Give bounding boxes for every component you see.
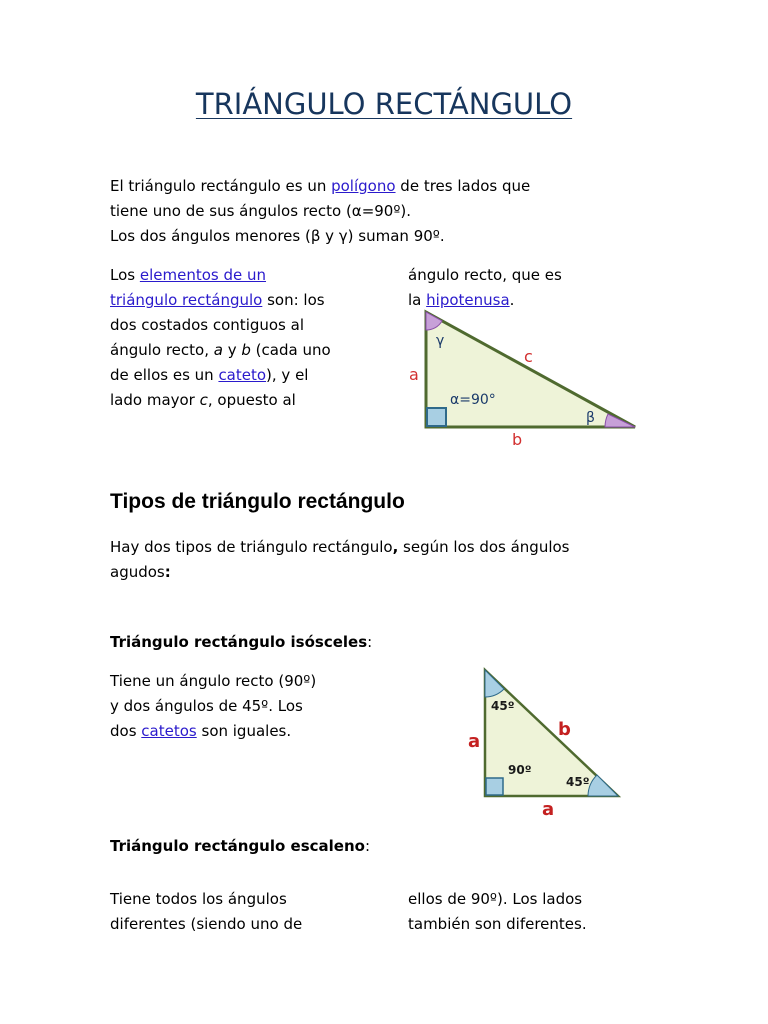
beta-angle-mark [605,414,635,427]
types-line-2: agudos: [110,563,171,581]
elements-line-5: de ellos es un cateto), y el [110,366,309,384]
isosceles-heading: Triángulo rectángulo isósceles: [110,633,373,651]
elements-line-3: dos costados contiguos al [110,316,305,334]
right-triangle-diagram [400,308,645,453]
bottom-angle-label: 45º [566,775,590,789]
side-c-label: c [524,347,533,366]
isosceles-paragraph [110,669,400,744]
beta-label: β [586,410,595,426]
side-b-label: b [512,430,523,449]
intro-paragraph [110,174,630,249]
side-a-left-label: a [468,731,481,752]
catetos-link[interactable]: catetos [141,722,197,740]
top-angle-label: 45º [491,699,515,713]
triangulo-rectangulo-link[interactable]: triángulo rectángulo [110,291,263,309]
right-angle-mark [427,408,446,426]
escaleno-line-2: diferentes (siendo uno de [110,915,303,933]
types-line-1: Hay dos tipos de triángulo rectángulo, según los dos ángulos [110,538,570,556]
side-a-bottom-label: a [542,799,555,820]
elements-line-2: triángulo rectángulo son: los [110,291,325,309]
right-angle-mark-2 [486,778,503,795]
escaleno-right-column [408,887,658,937]
cateto-link[interactable]: cateto [218,366,267,384]
poligono-link[interactable]: polígono [331,177,396,195]
elements-line-1: Los elementos de un [110,266,267,284]
right-angle-label: 90º [508,763,532,777]
elements-right-column [408,263,638,313]
gamma-label: γ [436,333,445,349]
isosceles-line-3: dos catetos son iguales. [110,722,292,740]
side-a-label: a [409,365,419,384]
escaleno-right-line-2: también son diferentes. [408,915,587,933]
elements-line-6: lado mayor c, opuesto al [110,391,296,409]
elements-line-4: ángulo recto, a y b (cada uno [110,341,331,359]
intro-line-1: El triángulo rectángulo es un polígono de tres lados que [110,177,531,195]
elements-right-line-1: ángulo recto, que es [408,266,562,284]
types-heading: Tipos de triángulo rectángulo [110,490,405,513]
elements-paragraph [110,263,380,413]
alpha-label: α=90° [450,392,496,408]
escaleno-right-line-1: ellos de 90º). Los lados [408,890,583,908]
page-title: TRIÁNGULO RECTÁNGULO [195,87,573,121]
isosceles-line-1: Tiene un ángulo recto (90º) [110,672,317,690]
intro-line-3: Los dos ángulos menores (β y γ) suman 90º. [110,227,445,245]
side-b-label-2: b [558,719,571,740]
escaleno-left-column [110,887,380,937]
intro-line-2: tiene uno de sus ángulos recto (α=90º). [110,202,412,220]
hipotenusa-link[interactable]: hipotenusa [426,291,510,309]
escaleno-heading: Triángulo rectángulo escaleno: [110,837,371,855]
triangle-shape [426,312,635,427]
elements-right-line-2: la hipotenusa. [408,291,515,309]
elementos-link[interactable]: elementos de un [139,266,267,284]
types-paragraph [110,535,650,585]
escaleno-line-1: Tiene todos los ángulos [110,890,287,908]
isosceles-triangle-diagram [462,665,627,820]
isosceles-line-2: y dos ángulos de 45º. Los [110,697,303,715]
